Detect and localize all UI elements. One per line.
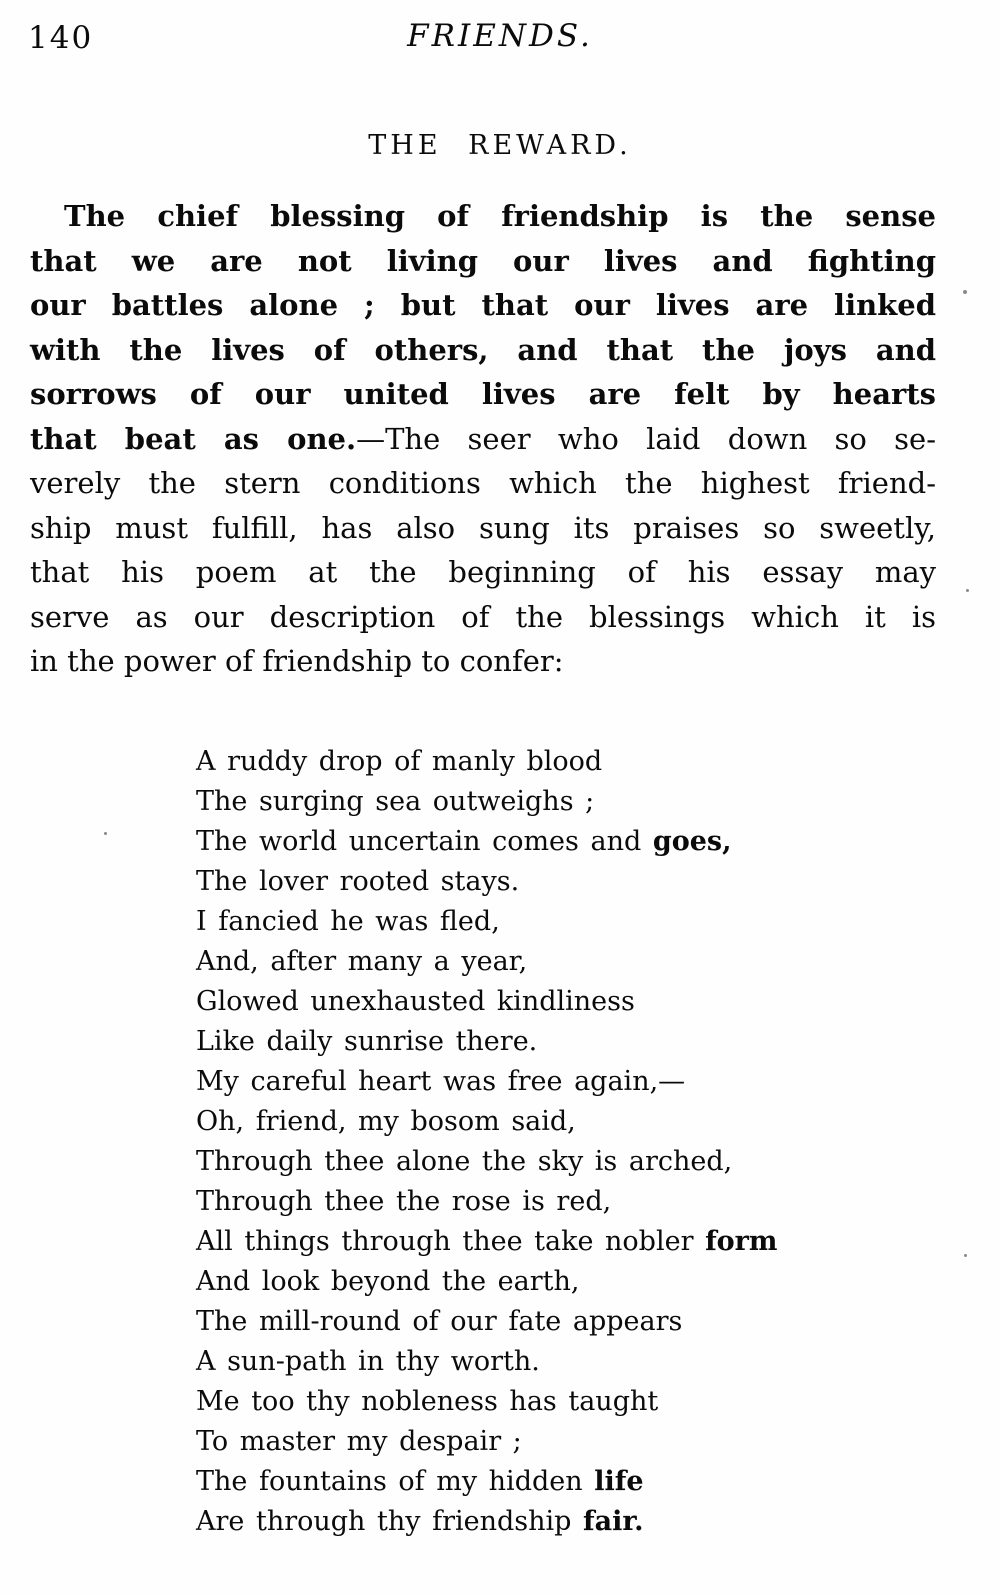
poem-line <box>196 1422 940 1462</box>
section-title: THE REWARD. <box>368 130 632 161</box>
text-segment: The lover rooted stays. <box>196 866 520 897</box>
text-segment: The world uncertain comes and <box>196 826 653 857</box>
text-segment: Me too thy nobleness has taught <box>196 1386 659 1417</box>
text-segment: fair. <box>583 1506 644 1537</box>
poem-line <box>196 1382 940 1422</box>
text-segment: Oh, friend, my bosom said, <box>196 1106 576 1137</box>
poem-line <box>196 1342 940 1382</box>
text-segment: A ruddy drop of manly blood <box>196 746 603 777</box>
paragraph-line <box>30 595 936 640</box>
paragraph-line <box>30 239 936 284</box>
text-segment: The mill-round of our fate appears <box>196 1306 683 1337</box>
text-segment: form <box>705 1226 778 1257</box>
poem-line <box>196 742 940 782</box>
text-segment: And look beyond the earth, <box>196 1266 580 1297</box>
text-segment: —The seer who laid down so se- <box>356 421 936 456</box>
page-number: 140 <box>28 20 94 56</box>
scan-speck <box>104 832 107 835</box>
paragraph-line <box>30 550 936 595</box>
text-segment: Through thee the rose is red, <box>196 1186 612 1217</box>
text-segment: Glowed unexhausted kindliness <box>196 986 635 1017</box>
running-head: FRIENDS. <box>407 18 593 54</box>
paragraph-line <box>30 639 936 684</box>
poem-line <box>196 1182 940 1222</box>
poem-line <box>196 862 940 902</box>
text-segment: in the power of friendship to confer: <box>30 644 564 678</box>
poem-line <box>196 782 940 822</box>
paragraph-line <box>30 194 936 239</box>
poem-line <box>196 1462 940 1502</box>
text-segment: Are through thy friendship <box>196 1506 584 1537</box>
text-segment: And, after many a year, <box>196 946 528 977</box>
poem-line <box>196 982 940 1022</box>
scan-speck <box>963 290 967 294</box>
text-segment: Through thee alone the sky is arched, <box>196 1146 733 1177</box>
prose-paragraph <box>30 194 936 684</box>
text-segment: A sun-path in thy worth. <box>196 1346 540 1377</box>
poem-line <box>196 942 940 982</box>
poem-line <box>196 1022 940 1062</box>
text-segment: To master my despair ; <box>196 1426 522 1457</box>
text-segment: that his poem at the beginning of his essay may <box>30 555 936 589</box>
text-segment: with the lives of others, and that the joys and <box>30 332 936 367</box>
poem-line <box>196 1222 940 1262</box>
text-segment: All things through thee take nobler <box>196 1226 706 1257</box>
text-segment: Like daily sunrise there. <box>196 1026 538 1057</box>
poem-line <box>196 902 940 942</box>
text-segment: My careful heart was free again,— <box>196 1066 686 1097</box>
poem-line <box>196 1262 940 1302</box>
poem-line <box>196 1302 940 1342</box>
text-segment: serve as our description of the blessings which it is <box>30 599 936 634</box>
poem-line <box>196 1142 940 1182</box>
poem-line <box>196 1062 940 1102</box>
paragraph-line <box>30 506 936 551</box>
poem-line <box>196 1102 940 1142</box>
paragraph-line <box>30 461 936 506</box>
poem-block <box>196 742 940 1542</box>
text-segment: The surging sea outweighs ; <box>196 786 595 817</box>
paragraph-line <box>30 372 936 417</box>
paragraph-line <box>30 328 936 373</box>
text-segment: I fancied he was fled, <box>196 906 500 937</box>
text-segment: The fountains of my hidden <box>196 1466 595 1497</box>
text-segment: sorrows of our united lives are felt by hearts <box>30 377 936 411</box>
poem-line <box>196 1502 940 1542</box>
text-segment: that we are not living our lives and fighting <box>30 243 936 278</box>
text-segment: that beat as one. <box>30 421 357 456</box>
scan-speck <box>964 1254 967 1257</box>
text-segment: The chief blessing of friendship is the sense <box>64 199 936 233</box>
paragraph-line <box>30 417 936 462</box>
text-segment: ship must fulfill, has also sung its praises so sweetly, <box>30 510 936 545</box>
paragraph-line <box>30 283 936 328</box>
text-segment: life <box>594 1466 644 1497</box>
scan-speck <box>966 589 969 592</box>
poem-line <box>196 822 940 862</box>
text-segment: verely the stern conditions which the highest friend- <box>30 466 936 500</box>
text-segment: goes, <box>652 826 732 857</box>
text-segment: our battles alone ; but that our lives are linked <box>30 288 936 322</box>
